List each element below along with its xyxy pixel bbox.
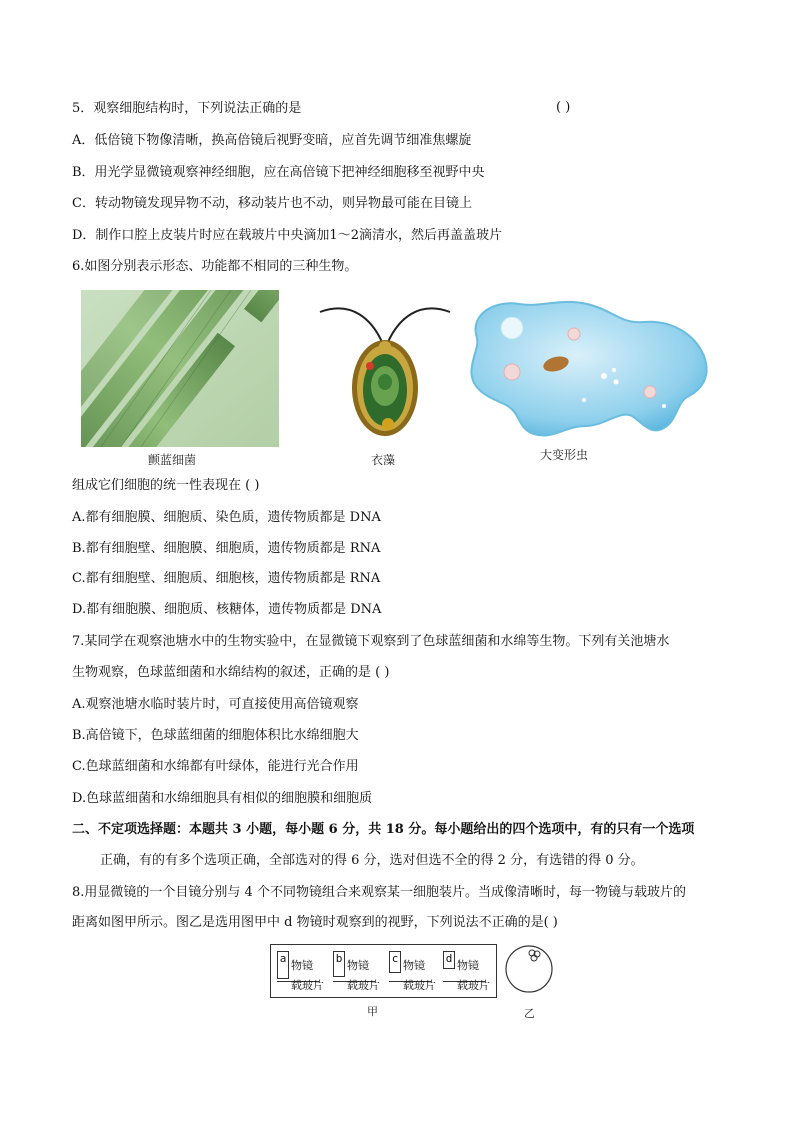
q5-option-d: D．制作口腔上皮装片时应在载玻片中央滴加1～2滴清水，然后再盖盖玻片 xyxy=(72,228,502,243)
q7-stem-line1: 7.某同学在观察池塘水中的生物实验中，在显微镜下观察到了色球蓝细菌和水绵等生物。下列有关池塘水 xyxy=(72,634,670,649)
objective-b-label: 物镜 xyxy=(347,959,369,972)
q6-option-b: B.都有细胞壁、细胞膜、细胞质，遗传物质都是 RNA xyxy=(72,541,381,556)
figure-jia-label: 甲 xyxy=(367,1005,378,1018)
q6-option-a: A.都有细胞膜、细胞质、染色质，遗传物质都是 DNA xyxy=(72,510,381,525)
q5-option-a: A．低倍镜下物像清晰，换高倍镜后视野变暗，应首先调节细准焦螺旋 xyxy=(72,133,472,148)
q5-option-c: C．转动物镜发现异物不动，移动装片也不动，则异物最可能在目镜上 xyxy=(72,196,472,211)
objective-c-label: 物镜 xyxy=(403,959,425,972)
q5-stem: 5．观察细胞结构时，下列说法正确的是 xyxy=(72,101,302,116)
objective-d-label: 物镜 xyxy=(457,959,479,972)
caption-cyanobacteria: 颤蓝细菌 xyxy=(148,453,197,467)
caption-amoeba: 大变形虫 xyxy=(540,448,589,462)
objective-a-letter: a xyxy=(277,951,289,979)
objective-distance-diagram xyxy=(270,944,497,998)
chlamydomonas-image xyxy=(312,290,458,445)
q5-answer-paren: ( ) xyxy=(556,100,571,115)
slide-c-label: 载玻片 xyxy=(403,979,436,992)
slide-a-label: 载玻片 xyxy=(291,979,324,992)
slide-b-label: 载玻片 xyxy=(347,979,380,992)
caption-chlamydomonas: 衣藻 xyxy=(371,453,396,467)
figure-yi-label: 乙 xyxy=(524,1007,535,1020)
section2-heading-line2: 正确，有的有多个选项正确，全部选对的得 6 分，选对但选不全的得 2 分，有选错的得 0 分。 xyxy=(100,853,644,868)
q8-stem-line1: 8.用显微镜的一个目镜分别与 4 个不同物镜组合来观察某一细胞装片。当成像清晰时，每一物镜与载玻片的 xyxy=(72,885,686,900)
q7-option-a: A.观察池塘水临时装片时，可直接使用高倍镜观察 xyxy=(72,697,359,712)
objective-a-group xyxy=(277,951,327,991)
objective-b-letter: b xyxy=(333,951,345,977)
section2-heading-line1: 二、不定项选择题：本题共 3 小题，每小题 6 分，共 18 分。每小题给出的四个选项中，有的只有一个选项 xyxy=(72,822,695,837)
q6-question: 组成它们细胞的统一性表现在 ( ) xyxy=(72,478,260,493)
q5-option-b: B．用光学显微镜观察神经细胞，应在高倍镜下把神经细胞移至视野中央 xyxy=(72,165,485,180)
field-of-view-diagram xyxy=(504,944,554,994)
q7-option-c: C.色球蓝细菌和水绵都有叶绿体，能进行光合作用 xyxy=(72,759,359,774)
q6-option-c: C.都有细胞壁、细胞质、细胞核，遗传物质都是 RNA xyxy=(72,571,381,586)
objective-a-label: 物镜 xyxy=(291,959,313,972)
objective-c-letter: c xyxy=(389,951,401,973)
q8-stem-line2: 距离如图甲所示。图乙是选用图甲中 d 物镜时观察到的视野，下列说法不正确的是( ) xyxy=(72,915,558,930)
q7-stem-line2: 生物观察，色球蓝细菌和水绵结构的叙述，正确的是 ( ) xyxy=(72,665,390,680)
amoeba-image xyxy=(464,294,718,444)
objective-d-letter: d xyxy=(443,951,455,969)
objective-d-group xyxy=(443,951,493,991)
q7-option-b: B.高倍镜下，色球蓝细菌的细胞体积比水绵细胞大 xyxy=(72,728,359,743)
objective-b-group xyxy=(333,951,383,991)
slide-d-label: 载玻片 xyxy=(457,979,490,992)
q7-option-d: D.色球蓝细菌和水绵细胞具有相似的细胞膜和细胞质 xyxy=(72,791,373,806)
objective-c-group xyxy=(389,951,439,991)
q6-stem: 6.如图分别表示形态、功能都不相同的三种生物。 xyxy=(72,259,358,274)
cyanobacteria-image xyxy=(81,290,279,447)
q6-option-d: D.都有细胞膜、细胞质、核糖体，遗传物质都是 DNA xyxy=(72,602,382,617)
